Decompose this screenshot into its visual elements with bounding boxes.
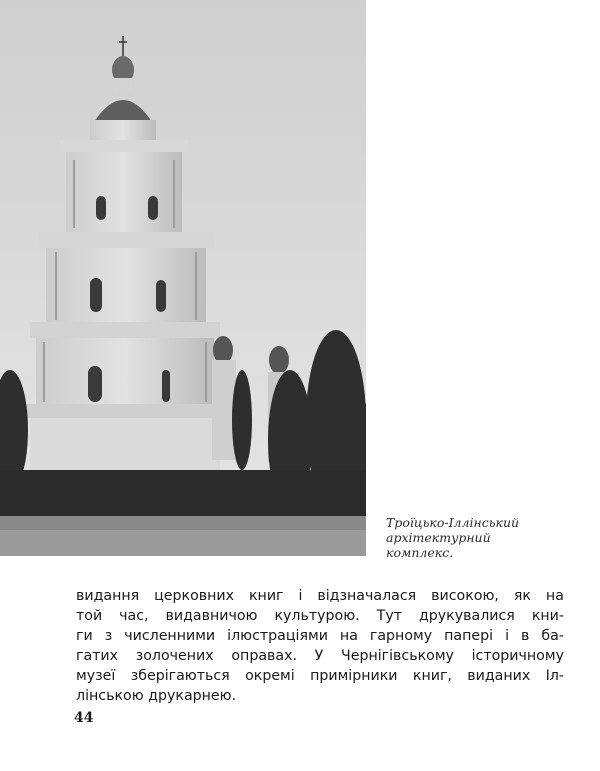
word: на [545,588,564,604]
word: видання [76,588,140,604]
text-line [76,586,564,606]
word: історичному [471,648,564,664]
word: і [298,588,303,604]
word: музеї [76,668,116,684]
word: гарному [369,628,433,644]
word: лінською [76,688,144,704]
text-line [76,646,564,666]
text-line [76,626,564,646]
word: зберігаються [130,668,230,684]
word: ба- [541,628,564,644]
word: культурою. [274,608,360,624]
word: кни- [531,608,564,624]
word: з [104,628,113,644]
body-paragraph [76,586,564,706]
word: високою, [431,588,499,604]
word: друкарнею. [148,688,237,704]
bell-tower-photo [0,0,366,556]
text-line [76,686,564,706]
word: Чернігівському [340,648,454,664]
word: ілюстраціями [227,628,328,644]
word: окремі [245,668,295,684]
caption-line: комплекс. [386,545,454,560]
word: час, [119,608,149,624]
page-number: 44 [74,710,94,726]
word: Тут [376,608,402,624]
word: друкувалися [418,608,515,624]
word: золочених [135,648,214,664]
word: книг, [412,668,452,684]
word: і [505,628,510,644]
word: як [513,588,531,604]
word: той [76,608,103,624]
caption-line: архітектурний [386,530,491,545]
word: численними [124,628,216,644]
text-line [76,606,564,626]
word: в [521,628,530,644]
word: відзначалася [317,588,417,604]
word: на [339,628,358,644]
photo-caption [386,515,586,560]
word: оправах. [231,648,297,664]
word: гатих [76,648,119,664]
word: ги [76,628,93,644]
word: церковних [154,588,235,604]
word: примірники [310,668,398,684]
word: виданих [467,668,531,684]
text-line [76,666,564,686]
word: У [314,648,324,664]
caption-line: Троїцько-Іллінський [386,515,520,530]
word: видавничою [165,608,258,624]
word: книг [248,588,284,604]
word: Іл- [545,668,564,684]
word: папері [444,628,494,644]
